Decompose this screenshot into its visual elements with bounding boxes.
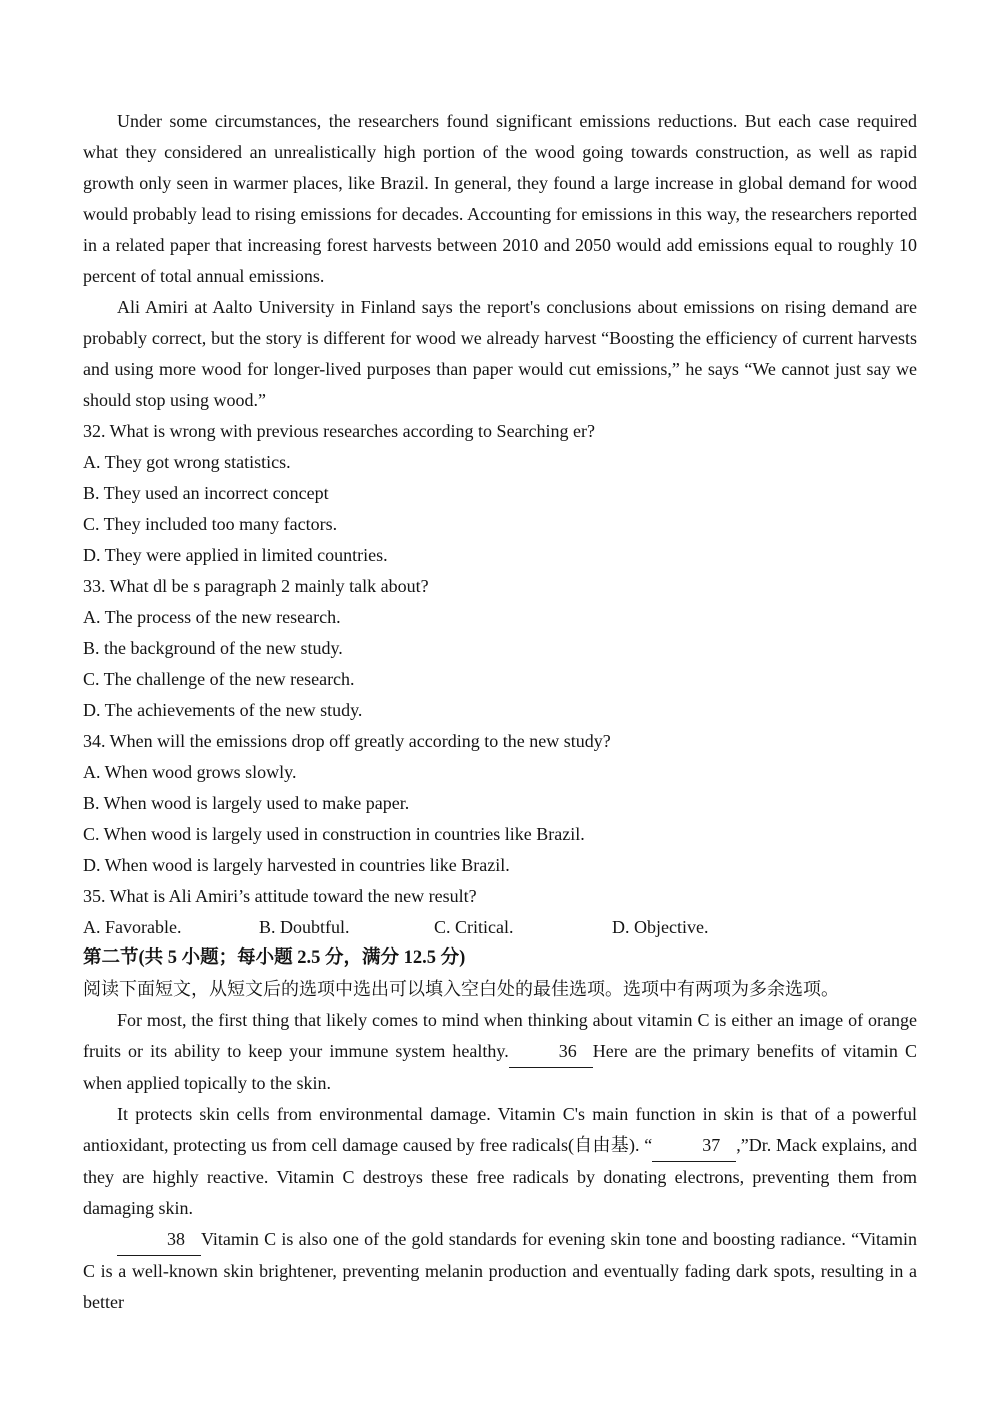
section2-instructions: 阅读下面短文，从短文后的选项中选出可以填入空白处的最佳选项。选项中有两项为多余选项。 bbox=[83, 979, 839, 999]
question-32-option-b: B. They used an incorrect concept bbox=[83, 483, 329, 503]
question-34-option-d: D. When wood is largely harvested in countries like Brazil. bbox=[83, 855, 510, 875]
question-32-text: 32. What is wrong with previous researches according to Searching er? bbox=[83, 421, 595, 441]
question-33-text: 33. What dl be s paragraph 2 mainly talk about? bbox=[83, 576, 429, 596]
passage1-paragraph-1: Under some circumstances, the researchers found significant emissions reductions. But each case required what they considered an unrealistically high portion of the wood going towards construction, as well as rapid growth only seen in warmer places, like Brazil. In general, they found a large increase in global demand for wood would probably lead to rising emissions for decades. Accounting for emissions in this way, the researchers reported in a related paper that increasing forest harvests between 2010 and 2050 would add emissions equal to roughly 10 percent of total annual emissions. bbox=[83, 111, 917, 286]
passage2-paragraph-3: 38 Vitamin C is also one of the gold standards for evening skin tone and boosting radiance. “Vitamin C is a well-known skin brightener, preventing melanin production and eventually fading dark spots, resulting in a better bbox=[83, 1224, 917, 1318]
question-35-option-b: B. Doubtful. bbox=[259, 917, 350, 937]
question-32-option-c: C. They included too many factors. bbox=[83, 514, 338, 534]
question-32 bbox=[83, 416, 917, 571]
question-35-options-row bbox=[83, 912, 917, 943]
question-34-option-a: A. When wood grows slowly. bbox=[83, 762, 297, 782]
question-34-option-b: B. When wood is largely used to make paper. bbox=[83, 793, 410, 813]
question-33-option-d: D. The achievements of the new study. bbox=[83, 700, 363, 720]
question-34-text: 34. When will the emissions drop off greatly according to the new study? bbox=[83, 731, 611, 751]
fill-in-blank-36: 36 bbox=[509, 1036, 593, 1068]
question-32-option-d: D. They were applied in limited countries. bbox=[83, 545, 388, 565]
question-35-option-d: D. Objective. bbox=[612, 917, 709, 937]
question-33-option-c: C. The challenge of the new research. bbox=[83, 669, 355, 689]
passage2-paragraph-2: It protects skin cells from environmental damage. Vitamin C's main function in skin is that of a powerful antioxidant, protecting us from cell damage caused by free radicals(自由基). “ 37 ,”Dr. Mack explains, and they are highly reactive. Vitamin C destroys these free radicals by donating electrons, preventing them from damaging skin. bbox=[83, 1104, 917, 1218]
passage1-paragraph-2: Ali Amiri at Aalto University in Finland says the report's conclusions about emissions on rising demand are probably correct, but the story is different for wood we already harvest “Boosting the efficiency of current harvests and using more wood for longer-lived purposes than paper would cut emissions,” he says “We cannot just say we should stop using wood.” bbox=[83, 297, 917, 410]
fill-in-blank-37: 37 bbox=[652, 1130, 736, 1162]
question-34 bbox=[83, 726, 917, 881]
question-33-option-b: B. the background of the new study. bbox=[83, 638, 343, 658]
question-33 bbox=[83, 571, 917, 726]
section2-heading: 第二节(共 5 小题；每小题 2.5 分，满分 12.5 分) bbox=[83, 948, 466, 968]
question-35 bbox=[83, 881, 917, 943]
question-34-option-c: C. When wood is largely used in construction in countries like Brazil. bbox=[83, 824, 585, 844]
question-35-text: 35. What is Ali Amiri’s attitude toward the new result? bbox=[83, 886, 477, 906]
fill-in-blank-38: 38 bbox=[117, 1224, 201, 1256]
passage2-paragraph-1: For most, the first thing that likely comes to mind when thinking about vitamin C is either an image of orange fruits or its ability to keep your immune system healthy. 36 Here are the primary benefits of vitamin C when applied topically to the skin. bbox=[83, 1010, 917, 1093]
question-35-option-a: A. Favorable. bbox=[83, 917, 182, 937]
question-35-option-c: C. Critical. bbox=[434, 917, 514, 937]
question-33-option-a: A. The process of the new research. bbox=[83, 607, 341, 627]
question-32-option-a: A. They got wrong statistics. bbox=[83, 452, 291, 472]
